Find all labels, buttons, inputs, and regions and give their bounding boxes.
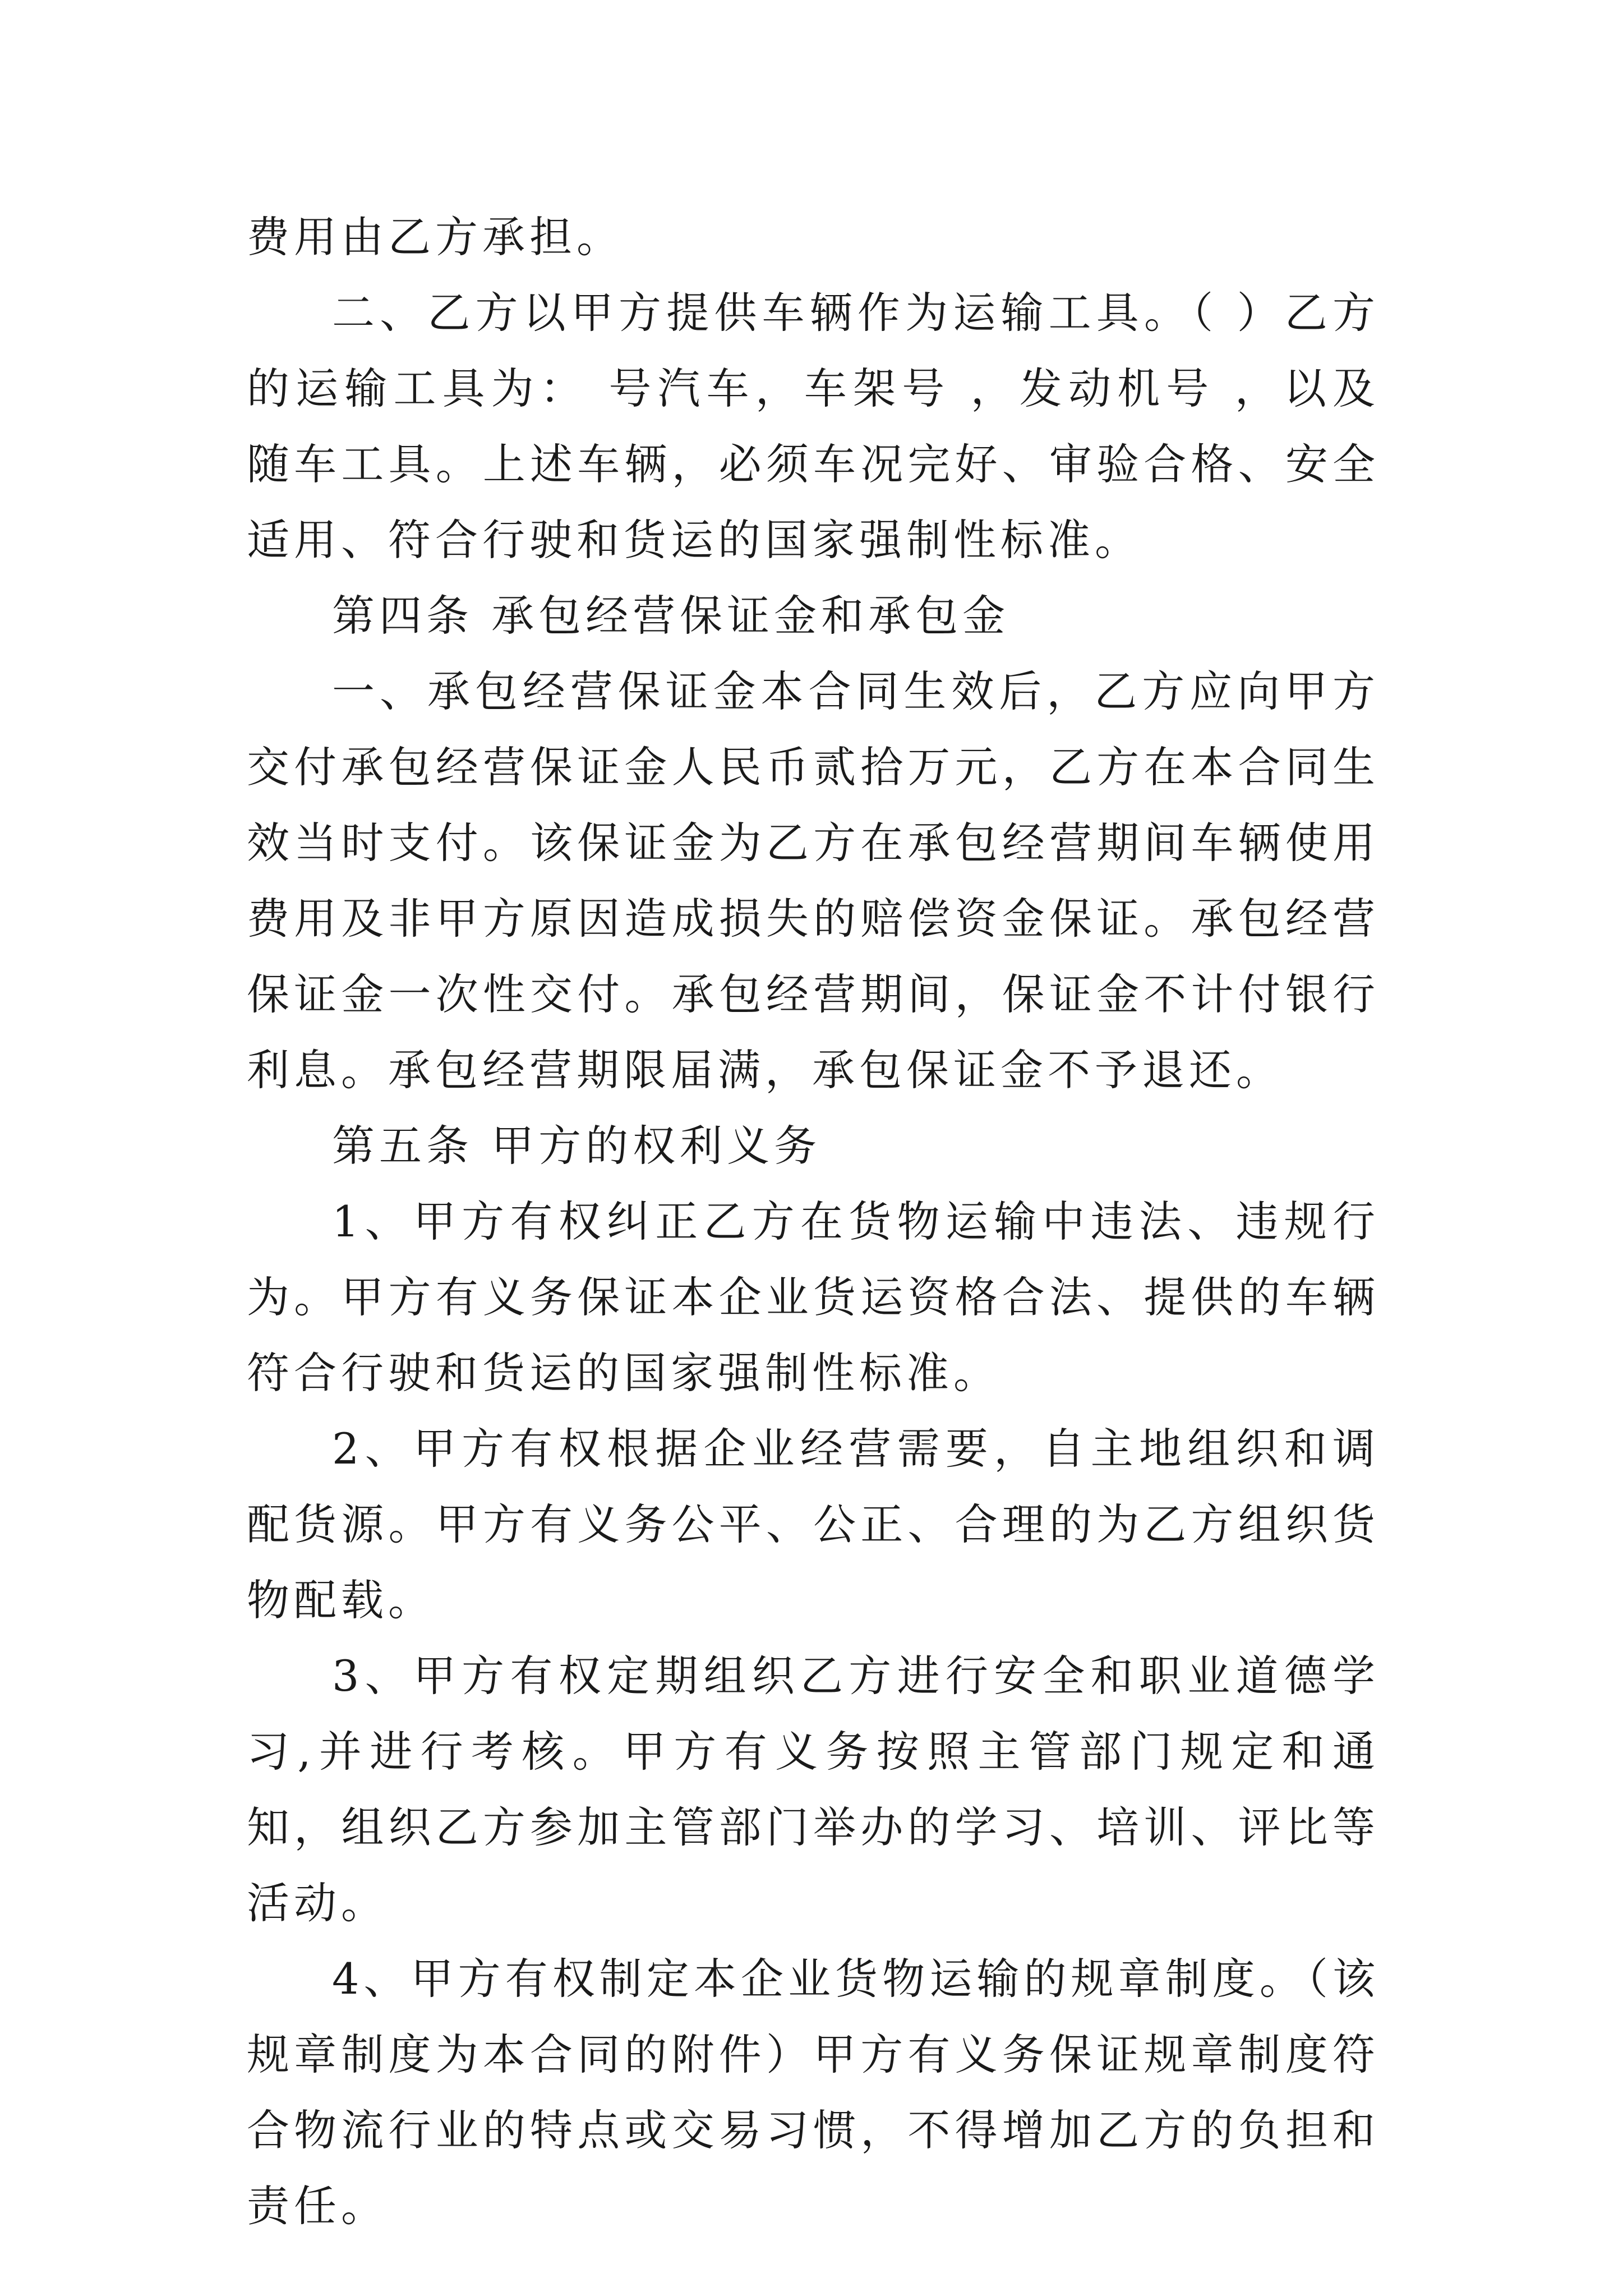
heading-article-5: 第五条 甲方的权利义务 xyxy=(332,1121,822,1171)
paragraph-party-a-item-1: 1、甲方有权纠正乙方在货物运输中违法、违规行为。甲方有义务保证本企业货运资格合法、提供的车辆符合行驶和货运的国家强制性标准。 xyxy=(247,1197,1380,1398)
paragraph-party-a-item-3: 3、甲方有权定期组织乙方进行安全和职业道德学习,并进行考核。甲方有义务按照主管部门规定和通知，组织乙方参加主管部门举办的学习、培训、评比等活动。 xyxy=(247,1651,1380,1928)
heading-article-4: 第四条 承包经营保证金和承包金 xyxy=(332,591,1010,641)
paragraph-continuation: 费用由乙方承担。 xyxy=(247,212,624,262)
paragraph-vehicle-clause: 二、乙方以甲方提供车辆作为运输工具。（ ）乙方的运输工具为： 号汽车，车架号 ，发动机号 ，以及随车工具。上述车辆，必须车况完好、审验合格、安全适用、符合行驶和货运的国家强制性标准。 xyxy=(247,288,1380,565)
document-body xyxy=(247,199,1380,2244)
paragraph-deposit-clause: 一、承包经营保证金本合同生效后，乙方应向甲方交付承包经营保证金人民币贰拾万元，乙方在本合同生效当时支付。该保证金为乙方在承包经营期间车辆使用费用及非甲方原因造成损失的赔偿资金保证。承包经营保证金一次性交付。承包经营期间，保证金不计付银行利息。承包经营期限届满，承包保证金不予退还。 xyxy=(247,666,1380,1095)
paragraph-party-a-item-2: 2、甲方有权根据企业经营需要，自主地组织和调配货源。甲方有义务公平、公正、合理的为乙方组织货物配载。 xyxy=(247,1424,1380,1625)
paragraph-party-a-item-4: 4、甲方有权制定本企业货物运输的规章制度。（该规章制度为本合同的附件）甲方有义务保证规章制度符合物流行业的特点或交易习惯，不得增加乙方的负担和责任。 xyxy=(247,1954,1380,2231)
